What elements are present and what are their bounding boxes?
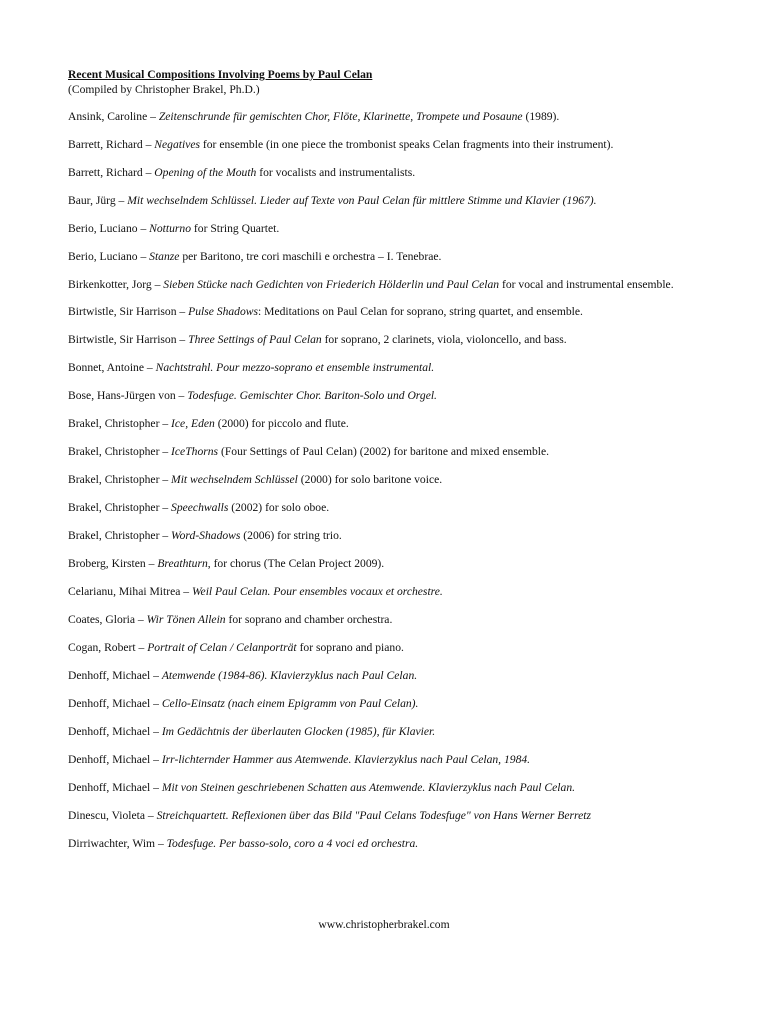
- work-title: Pulse Shadows: [188, 305, 259, 318]
- composer-name: Denhoff, Michael –: [68, 669, 162, 682]
- work-title: Mit wechselndem Schlüssel: [171, 473, 298, 486]
- work-title: Stanze: [149, 250, 180, 263]
- composition-entry: [68, 137, 708, 152]
- work-title: IceThorns: [171, 445, 219, 458]
- work-details: , for chorus (The Celan Project 2009).: [207, 557, 385, 570]
- composer-name: Baur, Jürg –: [68, 194, 128, 207]
- composer-name: Denhoff, Michael –: [68, 697, 162, 710]
- work-title: Three Settings of Paul Celan: [188, 333, 322, 346]
- work-details: for vocal and instrumental ensemble.: [499, 278, 674, 291]
- work-title: Wir Tönen Allein: [146, 613, 226, 626]
- composition-entry: [68, 444, 708, 459]
- composer-name: Dinescu, Violeta –: [68, 809, 157, 822]
- work-details: : Meditations on Paul Celan for soprano, string quartet, and ensemble.: [258, 305, 583, 318]
- composer-name: Bonnet, Antoine –: [68, 361, 156, 374]
- work-title: Notturno: [149, 222, 192, 235]
- work-title: Nachtstrahl. Pour mezzo-soprano et ensemble instrumental.: [155, 361, 435, 374]
- composer-name: Brakel, Christopher –: [68, 417, 172, 430]
- work-title: Cello-Einsatz (nach einem Epigramm von Paul Celan).: [161, 697, 419, 710]
- work-title: Streichquartett. Reflexionen über das Bild "Paul Celans Todesfuge" von Hans Werner Berretz: [156, 809, 591, 822]
- composition-entry: [68, 472, 708, 487]
- work-details: (2006) for string trio.: [240, 529, 342, 542]
- composition-entry: [68, 500, 708, 515]
- work-title: Todesfuge. Per basso-solo, coro a 4 voci ed orchestra.: [166, 837, 419, 850]
- composer-name: Berio, Luciano –: [68, 250, 150, 263]
- composition-entry: [68, 221, 708, 236]
- composer-name: Denhoff, Michael –: [68, 781, 162, 794]
- work-details: per Baritono, tre cori maschili e orchestra – I. Tenebrae.: [179, 250, 442, 263]
- work-title: Portrait of Celan / Celanporträt: [147, 641, 297, 654]
- composer-name: Birkenkotter, Jorg –: [68, 278, 164, 291]
- work-details: (2000) for solo baritone voice.: [297, 473, 443, 486]
- work-title: Breathturn: [157, 557, 208, 570]
- document-page: [68, 67, 708, 864]
- composer-name: Broberg, Kirsten –: [68, 557, 158, 570]
- composition-entry: [68, 165, 708, 180]
- composition-entry: [68, 388, 708, 403]
- work-details: (2002) for solo oboe.: [228, 501, 330, 514]
- composer-name: Barrett, Richard –: [68, 166, 155, 179]
- work-details: for soprano and chamber orchestra.: [225, 613, 393, 626]
- document-title: Recent Musical Compositions Involving Poems by Paul Celan: [68, 68, 373, 81]
- work-title: Im Gedächtnis der überlauten Glocken (1985), für Klavier.: [161, 725, 436, 738]
- work-details: for soprano, 2 clarinets, viola, violoncello, and bass.: [321, 333, 567, 346]
- work-title: Mit wechselndem Schlüssel. Lieder auf Texte von Paul Celan für mittlere Stimme und Klavier (1967).: [127, 194, 597, 207]
- work-title: Mit von Steinen geschriebenen Schatten aus Atemwende. Klavierzyklus nach Paul Celan.: [161, 781, 576, 794]
- composition-entry: [68, 109, 708, 124]
- work-title: Weil Paul Celan. Pour ensembles vocaux et orchestre.: [191, 585, 443, 598]
- composer-name: Denhoff, Michael –: [68, 753, 162, 766]
- composition-entry: [68, 696, 708, 711]
- work-title: Sieben Stücke nach Gedichten von Friederich Hölderlin und Paul Celan: [163, 278, 500, 291]
- composition-entry: [68, 416, 708, 431]
- composer-name: Birtwistle, Sir Harrison –: [68, 305, 189, 318]
- work-details: for ensemble (in one piece the trombonist speaks Celan fragments into their instrument).: [200, 138, 614, 151]
- composition-entry: [68, 836, 708, 851]
- footer-url: www.christopherbrakel.com: [318, 918, 450, 931]
- composer-name: Brakel, Christopher –: [68, 473, 172, 486]
- composer-name: Bose, Hans-Jürgen von –: [68, 389, 188, 402]
- composition-entry: [68, 304, 708, 319]
- work-title: Atemwende (1984-86). Klavierzyklus nach Paul Celan.: [161, 669, 418, 682]
- composer-name: Celarianu, Mihai Mitrea –: [68, 585, 192, 598]
- work-title: Ice, Eden: [171, 417, 215, 430]
- work-title: Opening of the Mouth: [154, 166, 257, 179]
- work-details: for String Quartet.: [191, 222, 280, 235]
- composer-name: Birtwistle, Sir Harrison –: [68, 333, 189, 346]
- work-details: (2000) for piccolo and flute.: [214, 417, 349, 430]
- composer-name: Cogan, Robert –: [68, 641, 148, 654]
- composition-entry: [68, 556, 708, 571]
- composition-entry: [68, 332, 708, 347]
- work-details: for vocalists and instrumentalists.: [256, 166, 416, 179]
- composition-entry: [68, 249, 708, 264]
- work-title: Irr-lichternder Hammer aus Atemwende. Klavierzyklus nach Paul Celan, 1984.: [161, 753, 531, 766]
- composer-name: Ansink, Caroline –: [68, 110, 159, 123]
- composition-entry: [68, 752, 708, 767]
- document-subtitle: (Compiled by Christopher Brakel, Ph.D.): [68, 83, 260, 96]
- composition-list: [68, 109, 708, 851]
- composer-name: Brakel, Christopher –: [68, 501, 172, 514]
- work-title: Todesfuge. Gemischter Chor. Bariton-Solo und Orgel.: [187, 389, 437, 402]
- composition-entry: [68, 277, 708, 292]
- composition-entry: [68, 360, 708, 375]
- composition-entry: [68, 584, 708, 599]
- work-title: Word-Shadows: [171, 529, 241, 542]
- work-details: (Four Settings of Paul Celan) (2002) for baritone and mixed ensemble.: [218, 445, 550, 458]
- work-title: Zeitenschrunde für gemischten Chor, Flöte, Klarinette, Trompete und Posaune: [158, 110, 523, 123]
- composition-entry: [68, 640, 708, 655]
- composer-name: Denhoff, Michael –: [68, 725, 162, 738]
- composer-name: Brakel, Christopher –: [68, 529, 172, 542]
- work-details: (1989).: [522, 110, 560, 123]
- composition-entry: [68, 193, 708, 208]
- composition-entry: [68, 808, 708, 823]
- composer-name: Brakel, Christopher –: [68, 445, 172, 458]
- work-details: for soprano and piano.: [296, 641, 404, 654]
- composer-name: Berio, Luciano –: [68, 222, 150, 235]
- composition-entry: [68, 612, 708, 627]
- composer-name: Barrett, Richard –: [68, 138, 155, 151]
- work-title: Negatives: [154, 138, 200, 151]
- composer-name: Dirriwachter, Wim –: [68, 837, 167, 850]
- composition-entry: [68, 668, 708, 683]
- composition-entry: [68, 780, 708, 795]
- composition-entry: [68, 528, 708, 543]
- work-title: Speechwalls: [171, 501, 229, 514]
- composer-name: Coates, Gloria –: [68, 613, 147, 626]
- composition-entry: [68, 724, 708, 739]
